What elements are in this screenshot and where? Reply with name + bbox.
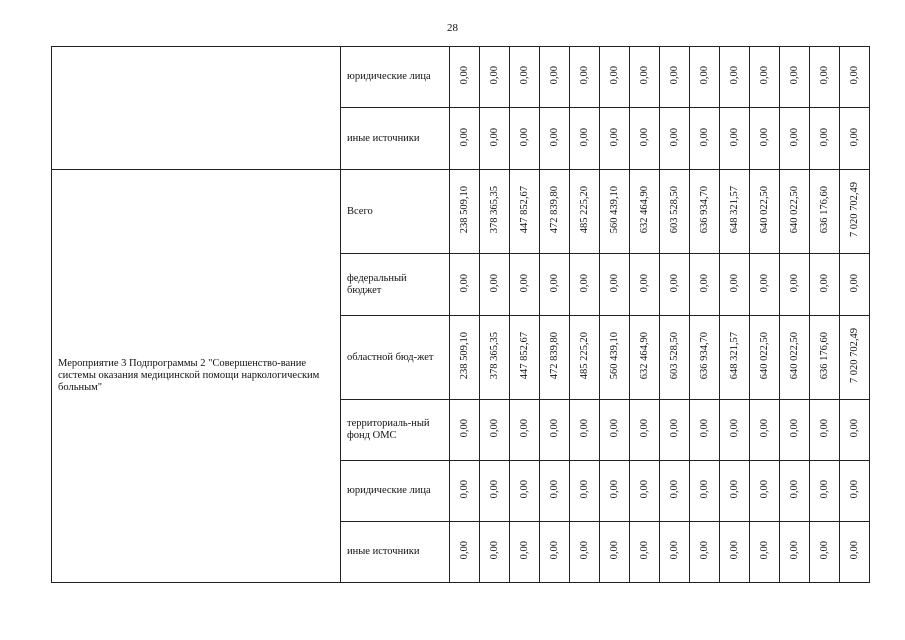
- table-row: [52, 47, 870, 108]
- value-cell: [600, 461, 630, 522]
- value-cell: [660, 316, 690, 400]
- value-cell: [510, 522, 540, 583]
- value-text: 0,00: [698, 480, 710, 499]
- value-text: 640 022,50: [788, 332, 800, 380]
- value-text: 378 365,35: [488, 332, 500, 380]
- value-cell: [720, 47, 750, 108]
- value-cell: [600, 108, 630, 170]
- value-cell: [660, 461, 690, 522]
- value-cell: [840, 316, 870, 400]
- value-cell: [690, 461, 720, 522]
- value-cell: [450, 461, 480, 522]
- value-cell: [810, 170, 840, 254]
- value-text: 0,00: [578, 127, 590, 147]
- value-cell: [450, 400, 480, 461]
- value-cell: [450, 316, 480, 400]
- value-cell: [750, 108, 780, 170]
- value-text: 0,00: [518, 66, 530, 85]
- funding-source-cell: территориаль-ный фонд ОМС: [341, 400, 450, 461]
- value-cell: [540, 316, 570, 400]
- value-text: 0,00: [548, 419, 560, 438]
- value-cell: [510, 316, 540, 400]
- value-text: 0,00: [548, 273, 560, 293]
- value-cell: [660, 400, 690, 461]
- value-cell: [540, 400, 570, 461]
- value-text: 0,00: [668, 419, 680, 438]
- value-text: 0,00: [548, 66, 560, 85]
- value-text: 238 509,10: [458, 186, 470, 234]
- value-text: 0,00: [518, 541, 530, 560]
- value-cell: [810, 108, 840, 170]
- value-text: 472 839,80: [548, 332, 560, 380]
- value-text: 0,00: [818, 541, 830, 560]
- value-text: 0,00: [818, 480, 830, 499]
- value-cell: [780, 522, 810, 583]
- value-text: 636 176,60: [818, 186, 830, 234]
- value-text: 636 176,60: [818, 332, 830, 380]
- value-text: 0,00: [668, 541, 680, 560]
- value-text: 0,00: [548, 541, 560, 560]
- value-text: 0,00: [488, 273, 500, 293]
- value-text: 0,00: [518, 127, 530, 147]
- event-name-cell: Мероприятие 3 Подпрограммы 2 "Совершенство-вание системы оказания медицинской помощи наркологическим больным": [52, 170, 341, 583]
- value-text: 0,00: [488, 480, 500, 499]
- value-cell: [810, 316, 840, 400]
- value-cell: [480, 170, 510, 254]
- value-text: 0,00: [848, 273, 860, 293]
- value-cell: [840, 522, 870, 583]
- value-cell: [750, 522, 780, 583]
- value-cell: [540, 522, 570, 583]
- value-cell: [540, 47, 570, 108]
- value-text: 0,00: [758, 127, 770, 147]
- value-text: 378 365,35: [488, 186, 500, 234]
- value-text: 0,00: [488, 419, 500, 438]
- value-cell: [840, 108, 870, 170]
- value-cell: [720, 254, 750, 316]
- value-cell: [750, 316, 780, 400]
- value-text: 0,00: [668, 273, 680, 293]
- value-cell: [690, 47, 720, 108]
- value-cell: [690, 316, 720, 400]
- value-cell: [810, 461, 840, 522]
- value-text: 0,00: [698, 541, 710, 560]
- value-text: 0,00: [458, 127, 470, 147]
- value-text: 0,00: [668, 480, 680, 499]
- value-cell: [840, 461, 870, 522]
- value-cell: [720, 316, 750, 400]
- value-cell: [810, 254, 840, 316]
- value-cell: [630, 254, 660, 316]
- value-text: 0,00: [638, 273, 650, 293]
- value-cell: [630, 170, 660, 254]
- value-text: 0,00: [788, 273, 800, 293]
- value-text: 640 022,50: [788, 186, 800, 234]
- value-text: 648 321,57: [728, 332, 740, 380]
- value-text: 0,00: [788, 127, 800, 147]
- value-cell: [780, 316, 810, 400]
- value-cell: [630, 316, 660, 400]
- value-cell: [660, 522, 690, 583]
- value-cell: [480, 108, 510, 170]
- value-text: 0,00: [758, 419, 770, 438]
- value-text: 0,00: [458, 66, 470, 85]
- value-text: 0,00: [788, 419, 800, 438]
- value-cell: [480, 47, 510, 108]
- value-cell: [540, 108, 570, 170]
- value-text: 0,00: [698, 273, 710, 293]
- value-cell: [660, 47, 690, 108]
- value-text: 603 528,50: [668, 186, 680, 234]
- value-cell: [510, 461, 540, 522]
- value-text: 447 852,67: [518, 186, 530, 234]
- value-cell: [690, 522, 720, 583]
- value-text: 0,00: [698, 419, 710, 438]
- value-cell: [570, 461, 600, 522]
- value-cell: [780, 108, 810, 170]
- value-cell: [750, 254, 780, 316]
- value-cell: [840, 400, 870, 461]
- event-name-cell: [52, 47, 341, 170]
- value-cell: [600, 316, 630, 400]
- value-text: 0,00: [758, 541, 770, 560]
- value-text: 0,00: [518, 480, 530, 499]
- value-cell: [600, 47, 630, 108]
- value-cell: [510, 170, 540, 254]
- value-cell: [450, 47, 480, 108]
- value-text: 0,00: [458, 480, 470, 499]
- funding-source-cell: юридические лица: [341, 461, 450, 522]
- value-cell: [570, 316, 600, 400]
- value-cell: [570, 47, 600, 108]
- value-cell: [750, 461, 780, 522]
- value-cell: [810, 47, 840, 108]
- value-text: 447 852,67: [518, 332, 530, 380]
- funding-source-cell: юридические лица: [341, 47, 450, 108]
- value-cell: [450, 522, 480, 583]
- value-cell: [570, 400, 600, 461]
- value-text: 636 934,70: [698, 332, 710, 380]
- value-cell: [810, 400, 840, 461]
- value-text: 0,00: [458, 541, 470, 560]
- value-text: 0,00: [848, 127, 860, 147]
- value-text: 0,00: [758, 66, 770, 85]
- value-text: 0,00: [518, 419, 530, 438]
- value-text: 0,00: [818, 273, 830, 293]
- value-cell: [690, 170, 720, 254]
- value-text: 0,00: [818, 66, 830, 85]
- value-cell: [720, 108, 750, 170]
- financing-table: [51, 46, 870, 583]
- value-cell: [570, 522, 600, 583]
- value-cell: [480, 316, 510, 400]
- value-cell: [690, 254, 720, 316]
- value-cell: [630, 108, 660, 170]
- value-text: 0,00: [578, 541, 590, 560]
- value-cell: [720, 461, 750, 522]
- funding-source-cell: областной бюд-жет: [341, 316, 450, 400]
- value-cell: [690, 108, 720, 170]
- value-text: 238 509,10: [458, 332, 470, 380]
- value-text: 0,00: [728, 66, 740, 85]
- value-text: 0,00: [638, 127, 650, 147]
- value-text: 0,00: [818, 419, 830, 438]
- value-cell: [570, 170, 600, 254]
- value-cell: [450, 254, 480, 316]
- value-text: 0,00: [458, 273, 470, 293]
- value-text: 0,00: [788, 541, 800, 560]
- funding-source-cell: Всего: [341, 170, 450, 254]
- value-text: 0,00: [638, 419, 650, 438]
- value-text: 0,00: [578, 66, 590, 85]
- value-text: 0,00: [518, 273, 530, 293]
- value-text: 0,00: [698, 127, 710, 147]
- value-cell: [540, 254, 570, 316]
- value-cell: [660, 170, 690, 254]
- value-cell: [780, 170, 810, 254]
- value-text: 0,00: [578, 419, 590, 438]
- value-text: 0,00: [728, 127, 740, 147]
- value-cell: [480, 461, 510, 522]
- value-cell: [480, 522, 510, 583]
- value-cell: [600, 254, 630, 316]
- value-cell: [750, 170, 780, 254]
- value-text: 560 439,10: [608, 332, 620, 380]
- value-cell: [840, 170, 870, 254]
- value-text: 636 934,70: [698, 186, 710, 234]
- value-text: 0,00: [638, 66, 650, 85]
- value-text: 0,00: [728, 480, 740, 499]
- value-cell: [510, 254, 540, 316]
- value-text: 0,00: [848, 541, 860, 560]
- value-cell: [570, 254, 600, 316]
- value-cell: [780, 461, 810, 522]
- value-cell: [720, 400, 750, 461]
- value-text: 7 020 702,49: [848, 328, 860, 384]
- value-text: 0,00: [758, 480, 770, 499]
- value-cell: [810, 522, 840, 583]
- value-cell: [510, 400, 540, 461]
- value-cell: [570, 108, 600, 170]
- value-text: 472 839,80: [548, 186, 560, 234]
- value-text: 603 528,50: [668, 332, 680, 380]
- value-cell: [780, 47, 810, 108]
- value-cell: [720, 170, 750, 254]
- value-text: 0,00: [488, 127, 500, 147]
- value-text: 485 225,20: [578, 332, 590, 380]
- value-text: 640 022,50: [758, 186, 770, 234]
- value-cell: [510, 108, 540, 170]
- value-cell: [600, 522, 630, 583]
- value-cell: [480, 254, 510, 316]
- value-text: 0,00: [578, 480, 590, 499]
- value-text: 0,00: [728, 419, 740, 438]
- page-number: 28: [447, 22, 458, 34]
- value-cell: [840, 47, 870, 108]
- value-cell: [540, 170, 570, 254]
- value-text: 0,00: [728, 273, 740, 293]
- value-text: 0,00: [788, 66, 800, 85]
- value-cell: [690, 400, 720, 461]
- value-cell: [780, 254, 810, 316]
- value-text: 0,00: [668, 66, 680, 85]
- value-text: 0,00: [638, 541, 650, 560]
- value-cell: [720, 522, 750, 583]
- value-text: 648 321,57: [728, 186, 740, 234]
- value-cell: [540, 461, 570, 522]
- value-text: 632 464,90: [638, 332, 650, 380]
- value-cell: [630, 461, 660, 522]
- value-cell: [660, 254, 690, 316]
- value-text: 0,00: [608, 127, 620, 147]
- funding-source-cell: иные источники: [341, 108, 450, 170]
- value-text: 485 225,20: [578, 186, 590, 234]
- value-text: 0,00: [488, 541, 500, 560]
- funding-source-cell: иные источники: [341, 522, 450, 583]
- value-text: 0,00: [848, 419, 860, 438]
- value-text: 0,00: [788, 480, 800, 499]
- table-row: [52, 170, 870, 254]
- value-text: 0,00: [758, 273, 770, 293]
- value-text: 0,00: [848, 66, 860, 85]
- value-text: 7 020 702,49: [848, 182, 860, 238]
- value-cell: [630, 47, 660, 108]
- value-cell: [630, 400, 660, 461]
- funding-source-cell: федеральный бюджет: [341, 254, 450, 316]
- value-text: 0,00: [698, 66, 710, 85]
- value-text: 0,00: [608, 66, 620, 85]
- value-cell: [600, 170, 630, 254]
- value-text: 0,00: [848, 480, 860, 499]
- value-text: 0,00: [548, 480, 560, 499]
- value-text: 640 022,50: [758, 332, 770, 380]
- value-text: 0,00: [608, 541, 620, 560]
- value-text: 0,00: [668, 127, 680, 147]
- value-text: 0,00: [488, 66, 500, 85]
- value-text: 632 464,90: [638, 186, 650, 234]
- value-cell: [510, 47, 540, 108]
- value-text: 0,00: [608, 419, 620, 438]
- value-text: 0,00: [638, 480, 650, 499]
- value-cell: [450, 170, 480, 254]
- value-cell: [750, 47, 780, 108]
- value-cell: [660, 108, 690, 170]
- value-text: 0,00: [578, 273, 590, 293]
- value-text: 0,00: [818, 127, 830, 147]
- value-cell: [600, 400, 630, 461]
- value-text: 0,00: [608, 480, 620, 499]
- value-cell: [630, 522, 660, 583]
- value-cell: [450, 108, 480, 170]
- value-text: 0,00: [728, 541, 740, 560]
- value-text: 0,00: [548, 127, 560, 147]
- value-text: 0,00: [458, 419, 470, 438]
- value-text: 0,00: [608, 273, 620, 293]
- value-cell: [480, 400, 510, 461]
- value-cell: [750, 400, 780, 461]
- value-cell: [840, 254, 870, 316]
- value-cell: [780, 400, 810, 461]
- value-text: 560 439,10: [608, 186, 620, 234]
